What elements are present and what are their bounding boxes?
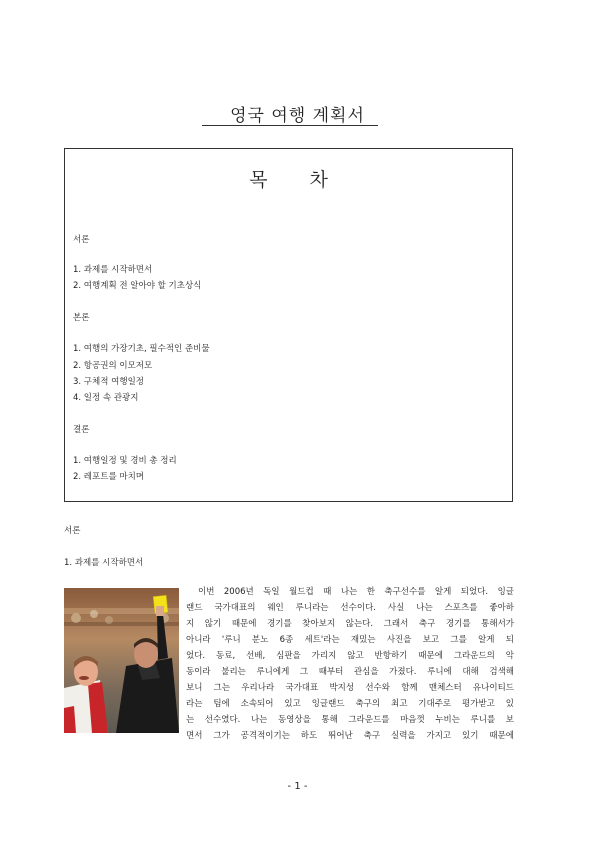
toc-section-main: 본론: [73, 313, 90, 323]
paragraph-line: 아니라 '루니 분노 6종 세트'라는 재밌는 사진을 보고 그를 알게 되: [186, 635, 514, 645]
toc-heading: 목 차: [249, 169, 346, 191]
paragraph-line: 었다. 동료, 선배, 심판을 가리지 않고 반항하기 때문에 그라운드의 악: [186, 651, 514, 661]
paragraph-line: 동이라 불리는 루니에게 그 때부터 관심을 가졌다. 루니에 대해 검색해: [186, 667, 514, 677]
toc-item: 1. 여행일정 및 경비 총 정리: [73, 456, 177, 466]
paragraph-line: 면서 그가 공격적이기는 하도 뛰어난 축구 실력을 가지고 있기 때문에: [186, 731, 514, 741]
toc-item: 3. 구체적 여행일정: [73, 377, 144, 387]
toc-item: 1. 과제를 시작하면서: [73, 265, 153, 275]
paragraph-line: 이번 2006년 독일 월드컵 때 나는 한 축구선수를 알게 되었다. 잉글: [198, 587, 514, 597]
section-label: 서론: [64, 526, 81, 536]
intro-paragraph: [186, 584, 514, 744]
toc-item: 2. 여행계획 전 알아야 할 기초상식: [73, 281, 202, 291]
referee-yellow-card-photo: [64, 588, 179, 733]
toc-item: 2. 레포트를 마치며: [73, 472, 144, 482]
paragraph-line: 보니 그는 우리나라 국가대표 박지성 선수와 함께 맨체스터 유나이티드: [186, 683, 514, 693]
paragraph-line: 지 않기 때문에 경기를 찾아보지 않는다. 그래서 축구 경기를 통해서가: [186, 619, 514, 629]
paragraph-line: 랜드 국가대표의 웨인 루니라는 선수이다. 사실 나는 스포츠를 좋아하: [186, 603, 514, 613]
toc-section-conclusion: 결론: [73, 425, 90, 435]
toc-section-intro: 서론: [73, 235, 90, 245]
toc-item: 2. 항공권의 이모저모: [73, 361, 153, 371]
subsection-label: 1. 과제를 시작하면서: [64, 558, 144, 568]
page-number: - 1 -: [287, 781, 308, 792]
toc-item: 4. 일정 속 관광지: [73, 393, 139, 403]
document-title: 영국 여행 계획서: [230, 106, 365, 126]
toc-item: 1. 여행의 가장기초, 필수적인 준비물: [73, 344, 210, 354]
paragraph-line: 라는 팀에 소속되어 있고 잉글랜드 축구의 최고 기대주로 평가받고 있: [186, 699, 514, 709]
table-of-contents-box: [64, 148, 513, 502]
title-underline: [202, 125, 378, 126]
paragraph-line: 는 선수였다. 나는 동영상을 통해 그라운드를 마음껏 누비는 루니를 보: [186, 715, 514, 725]
